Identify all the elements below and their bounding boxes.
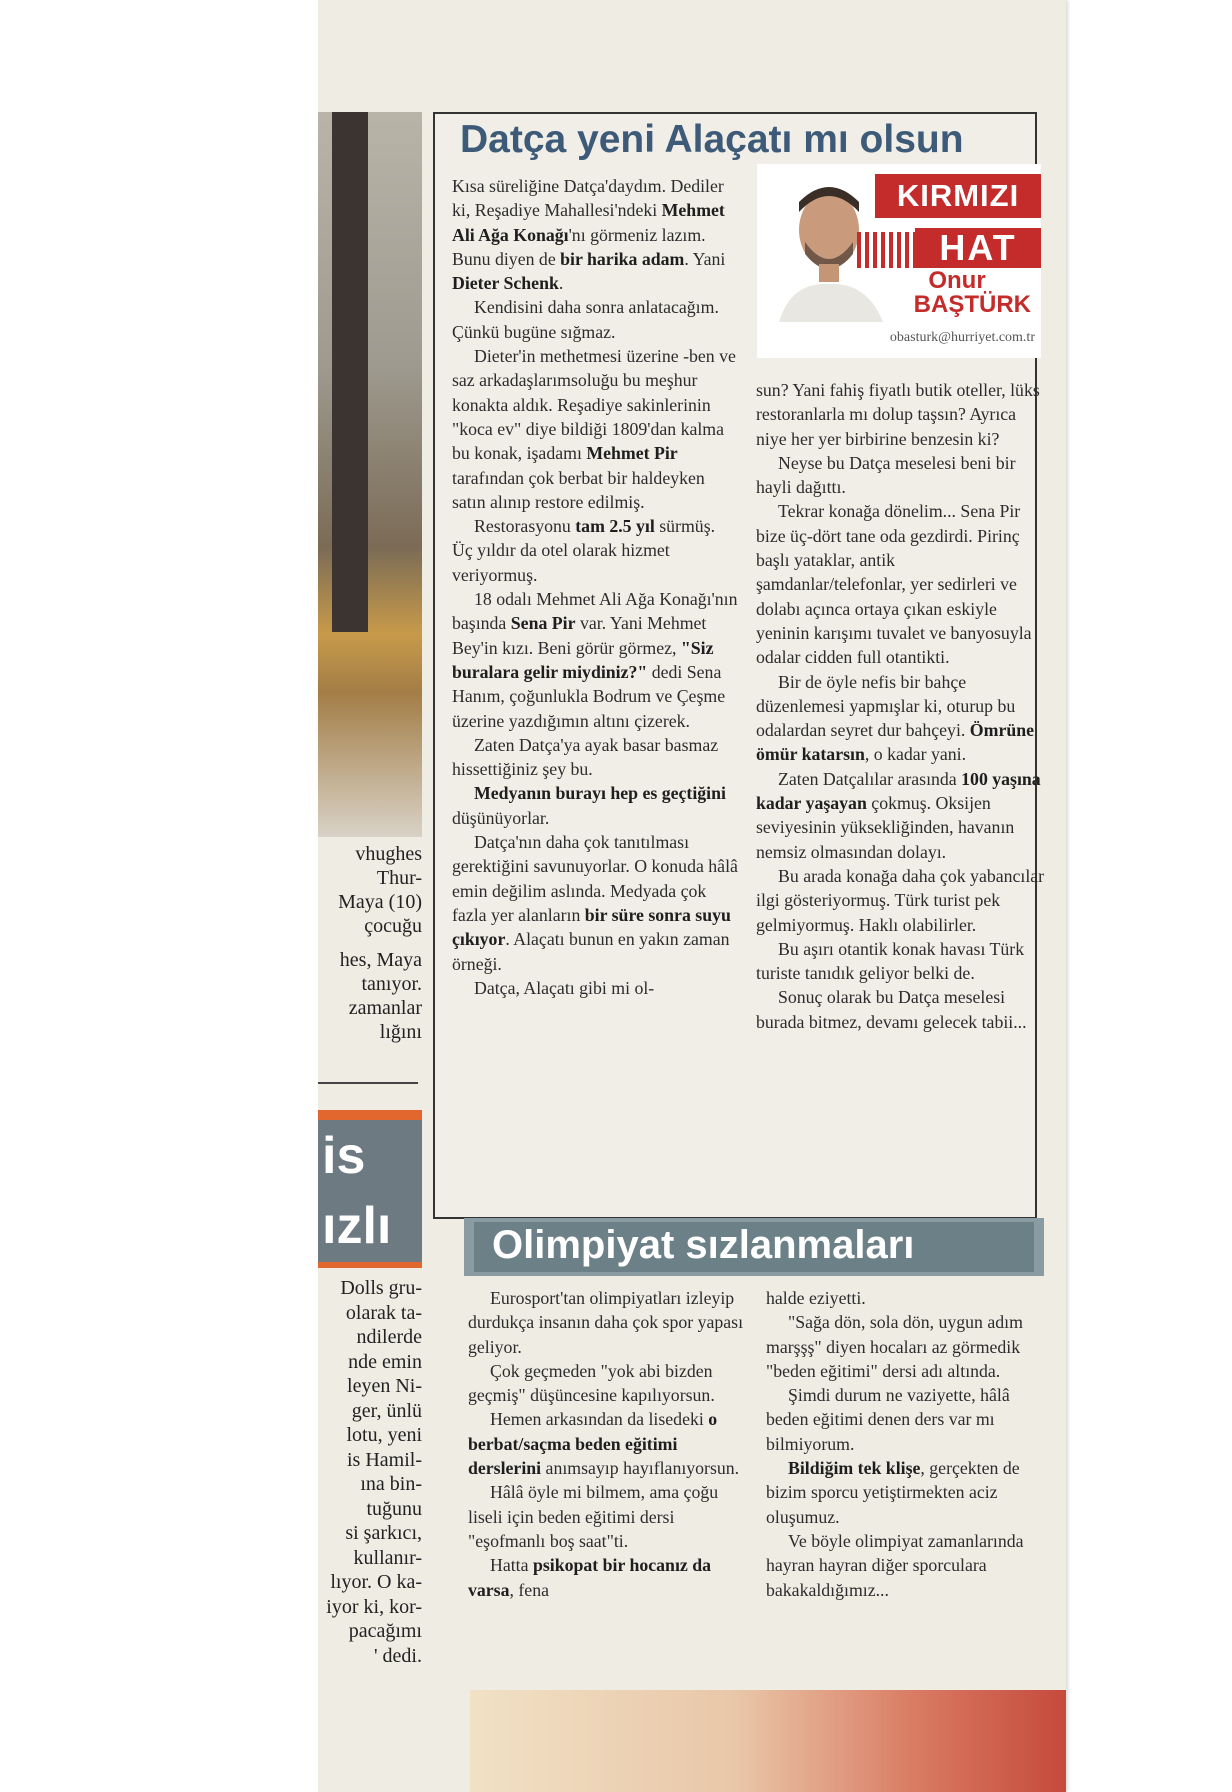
column-header bbox=[757, 164, 1041, 358]
series-title-bottom-bar bbox=[857, 228, 1041, 268]
paragraph: Bu aşırı otantik konak havası Türk turiste tanıdık geliyor belki de. bbox=[756, 938, 1025, 984]
paragraph: Neyse bu Datça meselesi beni bir hayli dağıttı. bbox=[756, 452, 1016, 498]
paragraph: 18 odalı Mehmet Ali Ağa Konağı'nın başında Sena Pir var. Yani Mehmet Bey'in kızı. Beni görür görmez, "Siz buralara gelir miydiniz?" dedi Sena Hanım, çoğunlukla Bodrum ve Çeşme üzerine yazdığımın altını çizerek. bbox=[452, 589, 738, 731]
neighbor-banner: is ızlı bbox=[318, 1110, 422, 1268]
paragraph: Hatta psikopat bir hocanız da varsa, fena bbox=[468, 1555, 711, 1600]
paragraph: Bildiğim tek klişe, gerçekten de bizim sporcu yetiştirmekten aciz oluşumuz. bbox=[766, 1458, 1020, 1527]
neighbor-caption: vhughes Thur- Maya (10) çocuğu hes, Maya tanıyor. zamanlar lığını bbox=[338, 843, 422, 1043]
paragraph: Restorasyonu tam 2.5 yıl sürmüş. Üç yıldır da otel olarak hizmet veriyormuş. bbox=[452, 516, 716, 585]
paragraph: Çok geçmeden "yok abi bizden geçmiş" düşüncesine kapılıyorsun. bbox=[468, 1360, 715, 1406]
author-email: obasturk@hurriyet.com.tr bbox=[889, 330, 1035, 345]
article-column-1 bbox=[452, 174, 738, 1000]
paragraph: Kısa süreliğine Datça'daydım. Dediler ki, Reşadiye Mahallesi'ndeki Mehmet Ali Ağa Konağı'nı görmeniz lazım. Bunu diyen de bir harika adam. Yani Dieter Schenk. bbox=[452, 176, 726, 294]
bottom-edge-strip bbox=[470, 1690, 1066, 1792]
paragraph: sun? Yani fahiş fiyatlı butik oteller, lüks restoranlarla mı dolup taşsın? Ayrıca niye her yer birbirine benzesin ki? bbox=[756, 380, 1040, 449]
paragraph: halde eziyetti. bbox=[766, 1288, 866, 1308]
paragraph: Datça'nın daha çok tanıtılması gerektiğini savunuyorlar. O konuda hâlâ emin değilim aslında. Medyada çok fazla yer alanların bir süre sonra suyu çıkıyor. Alaçatı bunun en yakın zaman örneği. bbox=[452, 832, 738, 974]
paragraph: Dieter'in methetmesi üzerine -ben ve saz arkadaşlarımsoluğu bu meşhur konakta aldık. Reşadiye sakinlerinin "koca ev" diye bildiği 1809'dan kalma bu konak, işadamı Mehmet Pir tarafından çok berbat bir haldeyken satın alınıp restore edilmiş. bbox=[452, 346, 736, 512]
series-title-bottom: HAT bbox=[915, 228, 1041, 268]
paragraph: Ve böyle olimpiyat zamanlarında hayran hayran diğer sporculara bakakaldığımız... bbox=[766, 1530, 1024, 1600]
paragraph: Kendisini daha sonra anlatacağım. Çünkü bugüne sığmaz. bbox=[452, 297, 719, 342]
paragraph: Sonuç olarak bu Datça meselesi burada bitmez, devamı gelecek tabii... bbox=[756, 987, 1027, 1032]
author-last-name: BAŞTÜRK bbox=[913, 291, 1031, 318]
author-first-name: Onur bbox=[928, 267, 986, 294]
paragraph: Zaten Datça'ya ayak basar basmaz hissettiğiniz şey bu. bbox=[452, 734, 719, 780]
article-column-2 bbox=[756, 378, 1046, 1034]
paragraph: Bu arada konağa daha çok yabancılar ilgi gösteriyormuş. Türk turist pek gelmiyormuş. Haklı olabilirler. bbox=[756, 865, 1045, 935]
article-headline: Datça yeni Alaçatı mı olsun bbox=[460, 118, 964, 161]
neighbor-body-text: Dolls gru- olarak ta- ndilerde nde emin leyen Ni- ger, ünlü lotu, yeni is Hamil- ına bin- tuğunu si şarkıcı, kullanır- lıyor. O ka- iyor ki, kor- pacağımı ' dedi. bbox=[326, 1277, 422, 1667]
series-title-top: KIRMIZI bbox=[875, 174, 1041, 218]
sub-article-column-1 bbox=[468, 1286, 746, 1602]
neighbor-photo bbox=[318, 112, 422, 837]
sub-article-column-2 bbox=[766, 1286, 1044, 1602]
paragraph: Tekrar konağa dönelim... Sena Pir bize üç-dört tane oda gezdirdi. Pirinç başlı yataklar, antik şamdanlar/telefonlar, yer sedirleri ve dolabı açınca ortaya çıkan eskiyle yeninin karışımı tuvalet ve banyosuyla odalar cidden full otantikti. bbox=[756, 501, 1032, 668]
neighbor-divider bbox=[318, 1082, 418, 1084]
paragraph: Medyanın burayı hep es geçtiğini düşünüyorlar. bbox=[452, 783, 726, 828]
paragraph: Bir de öyle nefis bir bahçe düzenlemesi yapmışlar ki, oturup bu odalardan seyret dur bahçeyi. Ömrüne ömür katarsın, o kadar yani. bbox=[756, 671, 1035, 765]
paragraph: Eurosport'tan olimpiyatları izleyip durdukça insanın daha çok spor yapası geliyor. bbox=[468, 1288, 744, 1357]
paragraph: Datça, Alaçatı gibi mi ol- bbox=[474, 977, 655, 998]
paragraph: Zaten Datçalılar arasında 100 yaşına kadar yaşayan çokmuş. Oksijen seviyesinin yüksekliğinden, havanın nemsiz olmasından dolayı. bbox=[756, 768, 1041, 862]
paragraph: Hâlâ öyle mi bilmem, ama çoğu liseli için beden eğitimi dersi "eşofmanlı boş saat"ti. bbox=[468, 1482, 719, 1551]
paragraph: Şimdi durum ne vaziyette, hâlâ beden eğitimi denen ders var mı bilmiyorum. bbox=[766, 1385, 1010, 1454]
paragraph: "Sağa dön, sola dön, uygun adım marşşş" diyen hocaları az görmedik "beden eğitimi" dersi adı altında. bbox=[766, 1312, 1023, 1381]
sub-article-headline: Olimpiyat sızlanmaları bbox=[492, 1223, 915, 1267]
paragraph: Hemen arkasından da lisedeki o berbat/saçma beden eğitimi derslerini anımsayıp hayıflanıyorsun. bbox=[468, 1409, 740, 1479]
sub-article-banner bbox=[464, 1218, 1044, 1276]
